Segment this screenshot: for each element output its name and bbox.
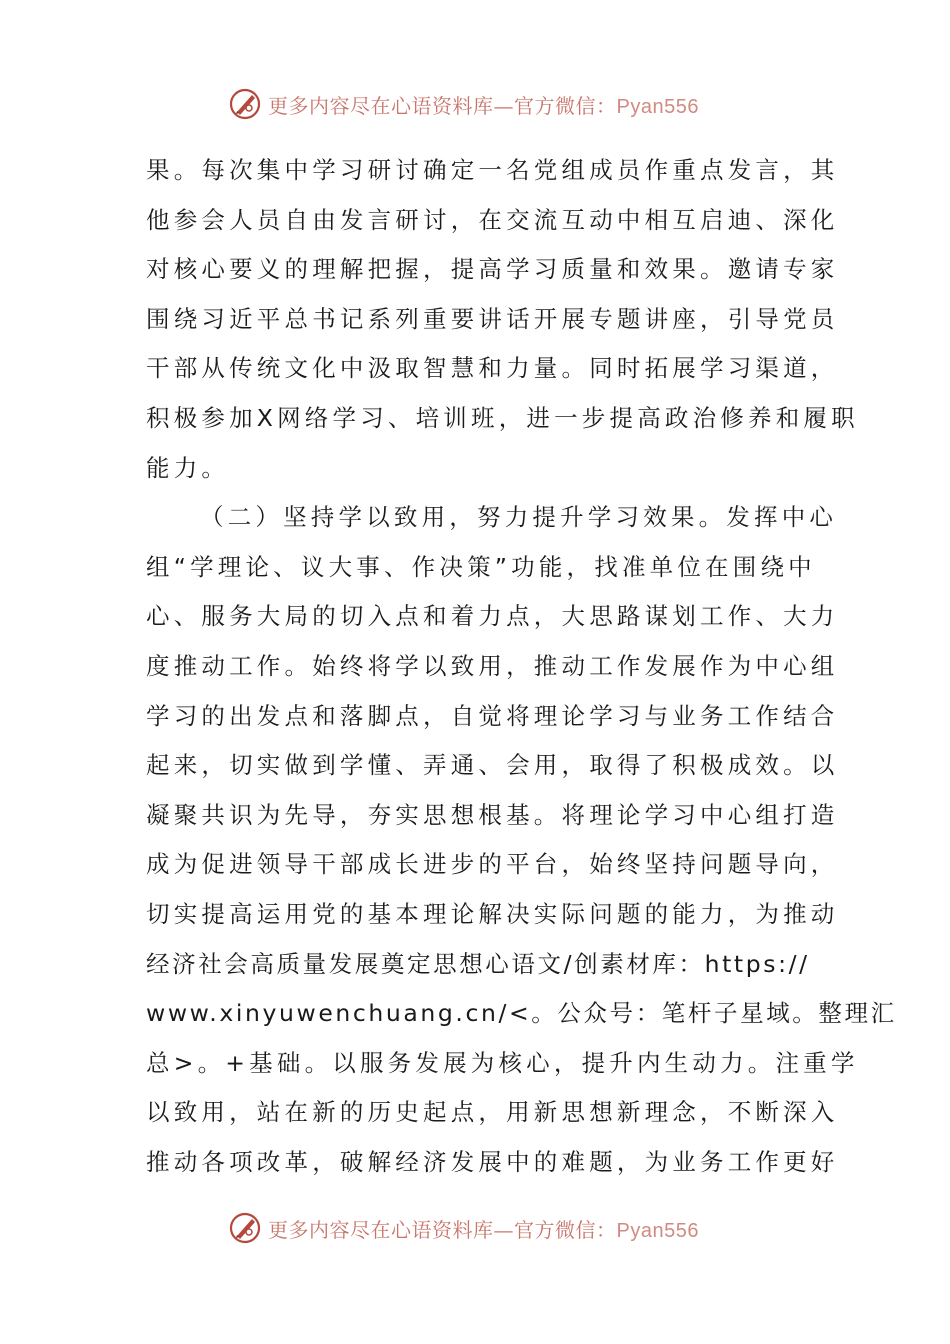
text-line: 起来，切实做到学懂、弄通、会用，取得了积极成效。以 [146,751,839,780]
footer-banner [228,1208,699,1248]
text-line: 果。每次集中学习研讨确定一名党组成员作重点发言，其 [146,156,839,184]
text-line: 以致用，站在新的历史起点，用新思想新理念，不断深入 [146,1098,839,1127]
text-line: 经济社会高质量发展奠定思想心语文/创素材库：https:// [146,949,810,978]
text-line: 凝聚共识为先导，夯实思想根基。将理论学习中心组打造 [146,800,839,829]
text-line: 干部从传统文化中汲取智慧和力量。同时拓展学习渠道， [146,354,839,383]
wechat-id: Pyan556 [616,1219,699,1242]
banner-text: 更多内容尽在心语资料库—官方微信：Pyan556 [268,93,699,118]
banner-text: 更多内容尽在心语资料库—官方微信：Pyan556 [268,1217,699,1242]
section-heading-line: （二）坚持学以致用，努力提升学习效果。发挥中心 [200,503,838,532]
text-line: 成为促进领导干部成长进步的平台，始终坚持问题导向， [146,850,839,879]
text-line: 对核心要义的理解把握，提高学习质量和效果。邀请专家 [146,255,839,284]
text-line: 围绕习近平总书记系列重要讲话开展专题讲座，引导党员 [146,304,839,333]
wechat-id: Pyan556 [616,95,699,118]
text-line: 积极参加X网络学习、培训班，进一步提高政治修养和履职 [146,403,859,432]
pen-seal-logo-icon [228,87,262,121]
pen-seal-logo-icon [228,1211,262,1245]
text-line: 总>。+基础。以服务发展为核心，提升内生动力。注重学 [146,1048,859,1077]
text-line: 能力。 [146,453,230,482]
text-line: 他参会人员自由发言研讨，在交流互动中相互启迪、深化 [146,205,839,234]
document-body [146,146,897,1187]
header-banner [228,84,699,124]
text-line: www.xinyuwenchuang.cn/<。公众号：笔杆子星域。整理汇 [146,999,897,1028]
text-line: 组“学理论、议大事、作决策”功能，找准单位在围绕中 [146,552,816,581]
text-line: 切实提高运用党的基本理论解决实际问题的能力，为推动 [146,899,839,928]
text-line: 学习的出发点和落脚点，自觉将理论学习与业务工作结合 [146,701,839,730]
text-line: 心、服务大局的切入点和着力点，大思路谋划工作、大力 [146,602,839,631]
text-line: 度推动工作。始终将学以致用，推动工作发展作为中心组 [146,651,839,680]
text-line: 推动各项改革，破解经济发展中的难题，为业务工作更好 [146,1147,839,1176]
